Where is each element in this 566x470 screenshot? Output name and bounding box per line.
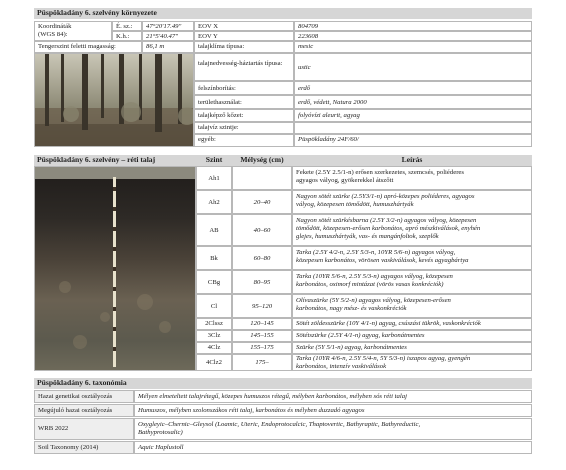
taxonomy-label: Hazai genetikai osztályozás (34, 390, 134, 403)
prop-value-groundwater (294, 122, 532, 134)
horizon-depth: 60–80 (232, 246, 292, 270)
prop-label-climate: talajklíma típusa: (194, 41, 294, 53)
horizon-description (292, 330, 532, 342)
taxonomy-label: Megújuló hazai osztályozás (34, 404, 134, 417)
horizon-depth: 80–95 (232, 270, 292, 294)
desc-line: vályog, közepesen tömődött, humuszhártyák (296, 201, 414, 208)
horizon-description (292, 190, 532, 214)
elevation-label: Tengerszint feletti magasság: (34, 41, 142, 53)
prop-value-landuse: erdő, védett, Natura 2000 (294, 95, 532, 109)
prop-label-parent-rock: talajképző kőzet: (194, 109, 294, 122)
horizon-depth (232, 166, 292, 190)
taxonomy-label: WRB 2022 (34, 418, 134, 440)
environment-header: Püspökladány 6. szelvény környezete (34, 8, 532, 19)
eov-x-value: 804709 (294, 21, 532, 31)
desc-line: Sötét zöldesszürke (10Y 4/1-n) agyag, csúszási tükrök, vaskonkréciók (296, 320, 481, 327)
coordinates-label-text: Koordináták (WGS 84): (38, 23, 72, 38)
eov-y-value: 223608 (294, 31, 532, 41)
prop-value-climate: mesic (294, 41, 532, 53)
horizon-code: Ah1 (196, 166, 232, 190)
desc-line: Tarka (10YR 5/6-n, 2.5Y 5/3-n) agyagos vályog, közepesen (296, 273, 453, 280)
horizon-depth: 145–155 (232, 330, 292, 342)
elevation-value: 86,1 m (142, 41, 194, 53)
desc-line: Tarka (2.5Y 4/2-n, 2.5Y 5/3-n, 10YR 5/6-n) agyagos vályog, (296, 249, 456, 256)
eov-y-label: EOV Y (194, 31, 294, 41)
prop-label-landuse: területhasználat: (194, 95, 294, 109)
horizon-description (292, 270, 532, 294)
horizon-depth: 175– (232, 354, 292, 371)
taxonomy-value-line: Humuszos, mélyben szolonszákos réti talaj, karbonátos és mélyben duzzadó agyagos (138, 407, 365, 414)
horizon-code: 3Clz (196, 330, 232, 342)
site-properties (194, 41, 532, 147)
taxonomy-header: Püspökladány 6. taxonómia (34, 378, 532, 389)
taxonomy-value-line: Oxygleyic–Chernic–Gleysol (Loamic, Uteric, Endoprotocalcic, Thaptovertic, Bathyraptic, Bathyreductic, (138, 421, 421, 428)
taxonomy-value (134, 390, 532, 403)
horizon-description (292, 318, 532, 330)
col-header-horizon: Szint (196, 155, 232, 166)
desc-line: karbonátos, intenzív vaskiválások (296, 363, 387, 370)
soil-profile-photo (34, 166, 196, 371)
horizon-description (292, 166, 532, 190)
desc-line: Szürke (5Y 5/1-n) agyag, karbonátmentes (296, 344, 407, 351)
taxonomy-value (134, 404, 532, 417)
longitude-value: 21°5'40.47" (142, 31, 194, 41)
prop-label-other: egyéb: (194, 134, 294, 147)
col-header-depth: Mélység (cm) (232, 155, 292, 166)
taxonomy-label: Soil Taxonomy (2014) (34, 441, 134, 454)
desc-line: Nagyon sötét szürkésbarna (2.5Y 3/2-n) agyagos vályog, közepesen (296, 217, 477, 224)
prop-label-groundwater: talajvíz szintje: (194, 122, 294, 134)
desc-line: karbonátos, nagy mész- és vaskonkréciók (296, 305, 407, 312)
horizon-description (292, 342, 532, 354)
horizon-table (196, 166, 532, 371)
desc-line: glejes, humuszhártyák, vas- és mangánfoltok, szeplők (296, 233, 439, 240)
horizon-depth: 95–120 (232, 294, 292, 318)
desc-line: karbonátos, oximorf mintázat (vörös vasas konkréciók) (296, 281, 444, 288)
prop-value-parent-rock: folyóvízi aleurit, agyag (294, 109, 532, 122)
col-header-description: Leírás (292, 155, 532, 166)
taxonomy-value-line: Bathyprotosalic) (138, 429, 183, 436)
horizon-depth: 40–60 (232, 214, 292, 246)
desc-line: közepesen karbonátos, vörösen vaskiválások, kevés agyagbártya (296, 257, 469, 264)
horizon-depth: 155–175 (232, 342, 292, 354)
horizon-depth: 120–145 (232, 318, 292, 330)
horizon-description (292, 246, 532, 270)
taxonomy-value-line: Aquic Haplustoll (138, 444, 184, 451)
prop-value-moisture: ustic (294, 53, 532, 81)
desc-line: tömődött, közepesen-erősen karbonátos, apró mészkiválások, enyhén (296, 225, 481, 232)
desc-line: Nagyon sötét szürke (2.5Y3/1-n) apró-közepes poliéderes, agyagos (296, 193, 475, 200)
horizon-code: Bk (196, 246, 232, 270)
desc-line: Sötétszürke (2.5Y 4/1-n) agyag, karbonátmentes (296, 332, 425, 339)
forest-site-photo (34, 53, 194, 147)
horizon-code: CBg (196, 270, 232, 294)
horizon-code: 4Clz2 (196, 354, 232, 371)
prop-label-moisture: talajnedvesség-háztartás típusa: (194, 53, 294, 81)
horizon-description (292, 354, 532, 371)
desc-line: Tarka (10YR 4/6-n, 2.5Y 5/4-n, 5Y 5/3-n) iszapos agyag, gyengén (296, 355, 471, 362)
coordinates-label (34, 21, 112, 41)
horizon-depth: 20–40 (232, 190, 292, 214)
horizon-code: 4Clz (196, 342, 232, 354)
taxonomy-value-line: Mélyen elmeteltett talajrétegű, közepes humuszos rétegű, mélyben karbonátos, mélyben sós réti talaj (138, 393, 407, 400)
taxonomy-value (134, 418, 532, 440)
horizon-description (292, 294, 532, 318)
latitude-value: 47°20'17.49" (142, 21, 194, 31)
desc-line: Olívaszürke (5Y 5/2-n) agyagos vályog, közepesen-erősen (296, 297, 451, 304)
desc-line: agyagos vályog, gyökerekkel átszőtt (296, 177, 394, 184)
horizon-code: AB (196, 214, 232, 246)
taxonomy-value (134, 441, 532, 454)
prop-value-cover: erdő (294, 81, 532, 95)
latitude-label: É. sz.: (112, 21, 142, 31)
horizon-code: Cl (196, 294, 232, 318)
prop-label-cover: felszínborítás: (194, 81, 294, 95)
horizon-description (292, 214, 532, 246)
longitude-label: K.h.: (112, 31, 142, 41)
desc-line: Fekete (2.5Y 2.5/1-n) erősen szerkezetes, szemcsés, poliéderes (296, 169, 464, 176)
horizon-code: 2Clssz (196, 318, 232, 330)
horizon-code: Ah2 (196, 190, 232, 214)
profile-header: Püspökladány 6. szelvény – réti talaj (34, 155, 196, 166)
eov-x-label: EOV X (194, 21, 294, 31)
prop-value-other: Püspökladány 24F/60/ (294, 134, 532, 147)
